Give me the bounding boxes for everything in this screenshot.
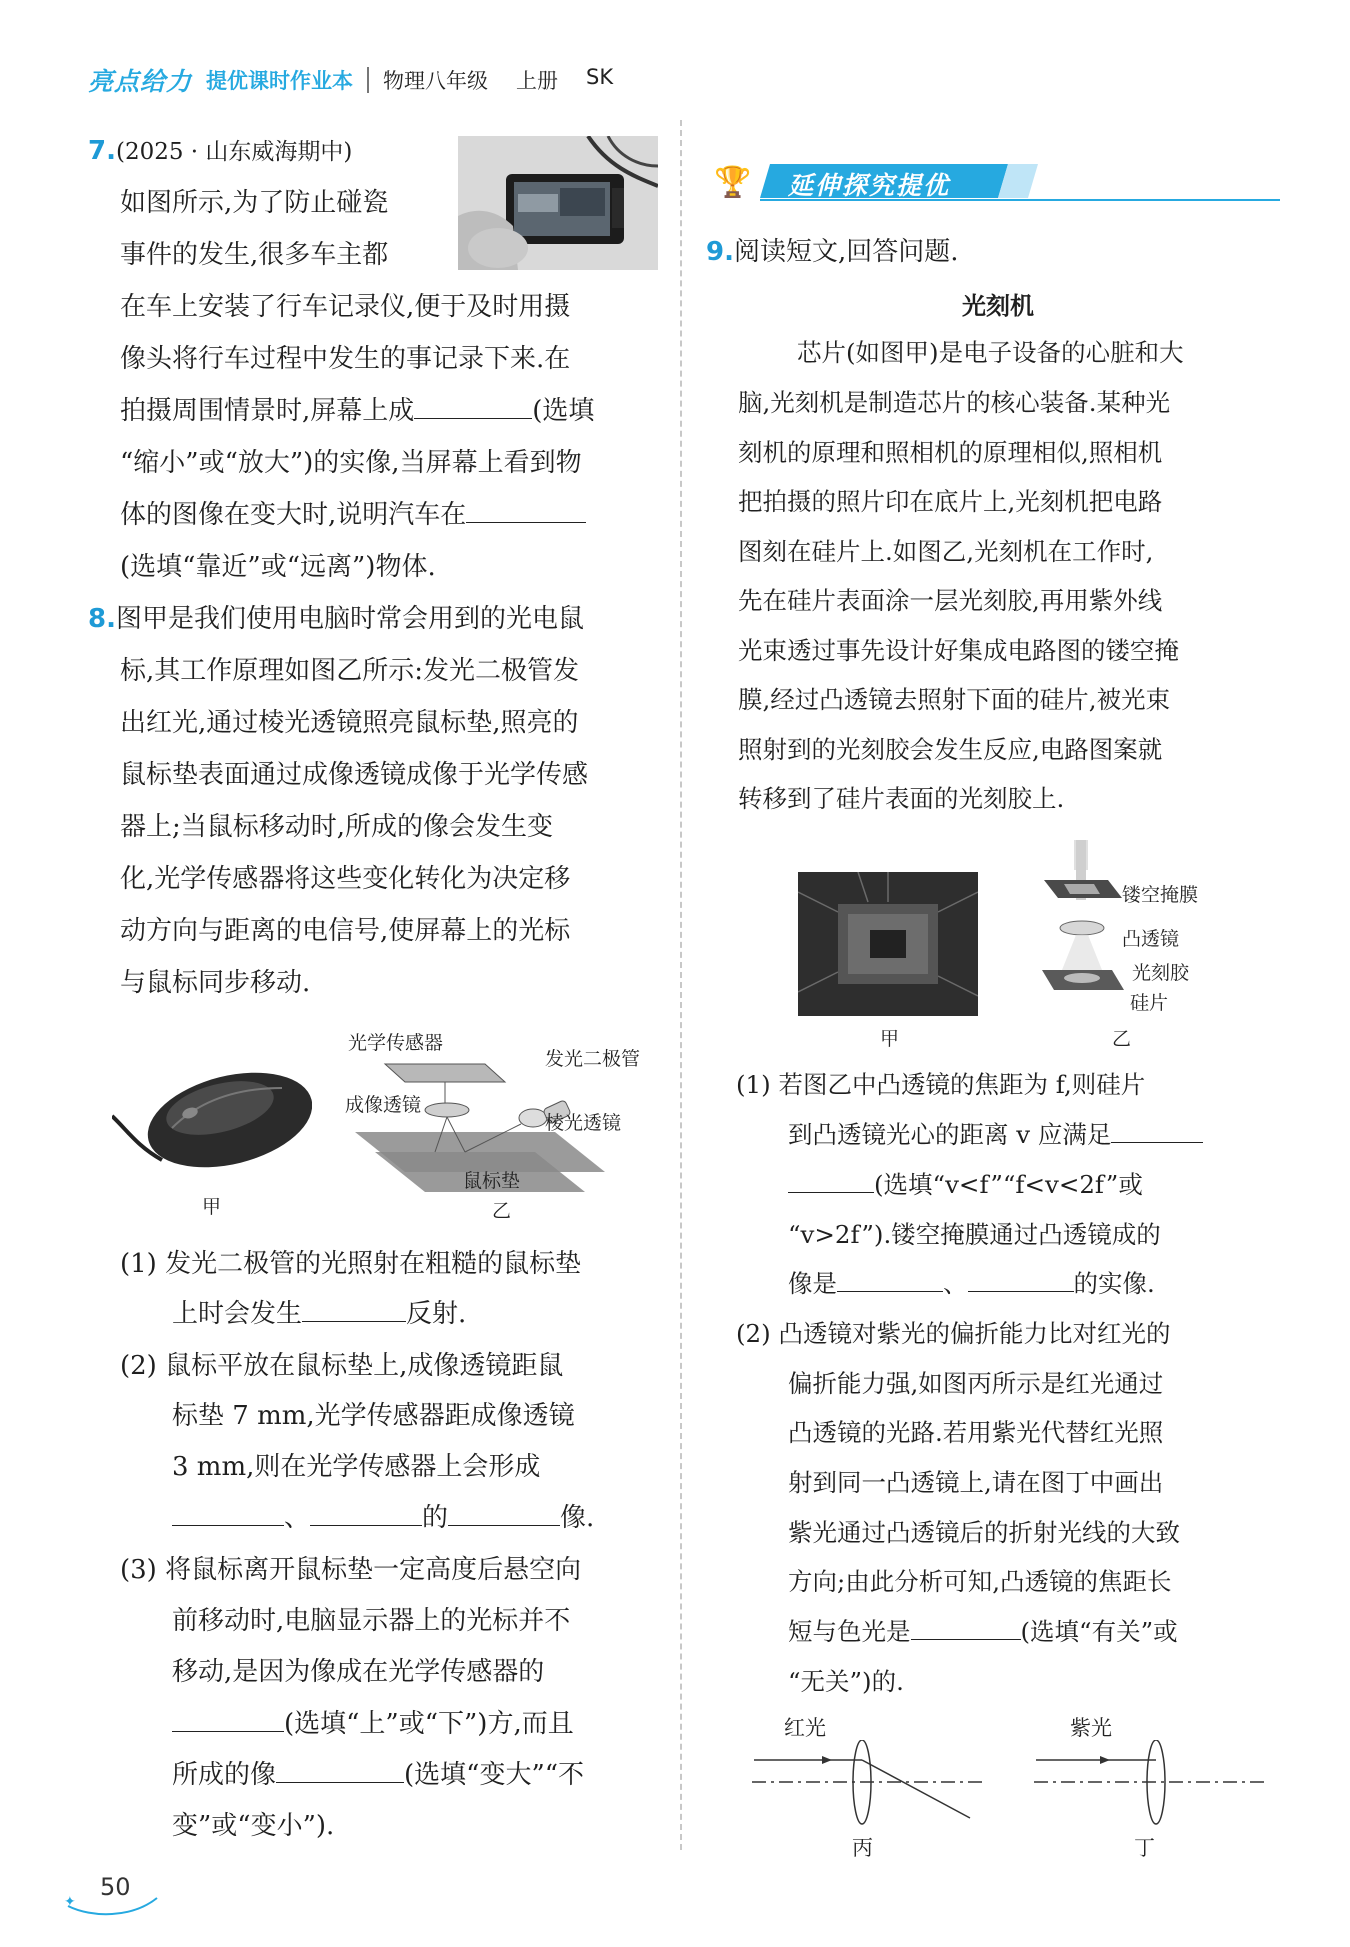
- q8-line8: 与鼠标同步移动.: [120, 968, 311, 998]
- header-separator: [367, 67, 369, 93]
- q8-sub2-d: [172, 1494, 594, 1544]
- q9-blank-image2[interactable]: [968, 1290, 1074, 1292]
- volume-label: 上册: [516, 69, 559, 93]
- q7-line6: “缩小”或“放大”)的实像,当屏幕上看到物: [120, 448, 582, 478]
- q9-passage-line8: 膜,经过凸透镜去照射下面的硅片,被光束: [738, 685, 1171, 714]
- q8-sub3-e: [172, 1751, 584, 1801]
- q9-passage-line9: 照射到的光刻胶会发生反应,电路图案就: [738, 735, 1163, 764]
- fig9-label-mask: 镂空掩膜: [1122, 884, 1199, 906]
- q8-blank-position[interactable]: [172, 1730, 284, 1732]
- svg-text:🏆: 🏆: [714, 165, 752, 200]
- fig-d-label-violet: 紫光: [1070, 1716, 1112, 1740]
- q9-sub1-d: “v>2f”).镂空掩膜通过凸透镜成的: [788, 1220, 1161, 1249]
- q9-sub2-line6: [788, 1607, 1178, 1657]
- q9-passage-line3: 刻机的原理和照相机的原理相似,照相机: [738, 438, 1163, 467]
- q8-line1: [88, 594, 584, 646]
- q9-passage-line7: 光束透过事先设计好集成电路图的镂空掩: [738, 636, 1179, 665]
- lithography-diagram: [1036, 840, 1126, 1010]
- q8-sub2-end: 像.: [560, 1503, 595, 1533]
- q9-sub2-line2: 凸透镜的光路.若用紫光代替红光照: [788, 1418, 1164, 1447]
- q9-passage-line10: 转移到了硅片表面的光刻胶上.: [738, 784, 1065, 813]
- q7-line5-text: 拍摄周围情景时,屏幕上成: [120, 396, 415, 426]
- q8-sub2-sep: 、: [284, 1503, 311, 1533]
- q9-blank-distance-b[interactable]: [788, 1191, 874, 1193]
- q9-sub1-b: [788, 1110, 1203, 1160]
- q8-blank-image3[interactable]: [448, 1524, 560, 1526]
- q9-sub2-a: (2) 凸透镜对紫光的偏折能力比对红光的: [736, 1319, 1171, 1348]
- svg-text:✦: ✦: [64, 1894, 76, 1910]
- q8-sub1-b-text: 上时会发生: [172, 1299, 303, 1329]
- fig9-label-wafer: 硅片: [1130, 992, 1169, 1014]
- dashcam-photo: [458, 136, 658, 270]
- edition-label: SK: [586, 65, 614, 89]
- q9-blank-relation[interactable]: [911, 1638, 1021, 1640]
- fig9-cap-a: 甲: [880, 1028, 900, 1050]
- q7-line5: [120, 386, 594, 438]
- fig8-label-led: 发光二极管: [545, 1048, 641, 1070]
- q8-sub1-a: (1) 发光二极管的光照射在粗糙的鼠标垫: [120, 1249, 582, 1279]
- q8-sub3-b: 前移动时,电脑显示器上的光标并不: [172, 1606, 571, 1636]
- fig9-label-resist: 光刻胶: [1132, 962, 1190, 984]
- q9-intro-text: 阅读短文,回答问题.: [733, 237, 959, 267]
- q9-sub1-e-end: 的实像.: [1073, 1269, 1155, 1298]
- fig8-label-pad: 鼠标垫: [463, 1170, 521, 1192]
- fig8-cap-b: 乙: [492, 1200, 512, 1222]
- section-banner: [708, 158, 1280, 206]
- q8-sub2-b: 标垫 7 mm,光学传感器距成像透镜: [172, 1401, 575, 1431]
- q9-blank-image1[interactable]: [837, 1290, 943, 1292]
- series-title: 提优课时作业本: [206, 69, 354, 93]
- q8-sub2-c: 3 mm,则在光学传感器上会形成: [172, 1452, 541, 1482]
- q8-sub3-a: (3) 将鼠标离开鼠标垫一定高度后悬空向: [120, 1555, 582, 1585]
- q8-sub3-d: [172, 1700, 574, 1750]
- q7-line1: 如图所示,为了防止碰瓷: [120, 188, 389, 218]
- q7-blank2[interactable]: [466, 521, 586, 523]
- fig8-label-imaging-lens: 成像透镜: [345, 1094, 422, 1116]
- q8-sub2-a: (2) 鼠标平放在鼠标垫上,成像透镜距鼠: [120, 1351, 564, 1381]
- red-light-lens-diagram: [752, 1740, 982, 1840]
- mouse-photo: [112, 1058, 312, 1176]
- q9-passage-line5: 图刻在硅片上.如图乙,光刻机在工作时,: [738, 537, 1154, 566]
- q9-passage-line1: 芯片(如图甲)是电子设备的心脏和大: [797, 338, 1184, 367]
- chip-photo: [798, 872, 978, 1016]
- subject-label: 物理八年级: [383, 69, 489, 93]
- brand-logo: 亮点给力: [88, 67, 193, 96]
- q8-sub3-f: 变”或“变小”).: [172, 1811, 335, 1841]
- q8-line2: 标,其工作原理如图乙所示:发光二极管发: [120, 656, 580, 686]
- q9-sub2-line4: 紫光通过凸透镜后的折射光线的大致: [788, 1518, 1180, 1547]
- q9-sub1-c: [788, 1160, 1143, 1210]
- header-meta: [383, 65, 613, 95]
- fig8-cap-a: 甲: [202, 1196, 222, 1218]
- fig8-label-prism-lens: 棱光透镜: [545, 1112, 622, 1134]
- section-title: 延伸探究提优: [788, 171, 951, 200]
- q7-line7-text: 体的图像在变大时,说明汽车在: [120, 500, 467, 530]
- q9-sub1-a: (1) 若图乙中凸透镜的焦距为 f,则硅片: [736, 1070, 1146, 1099]
- page-number: 50: [100, 1873, 131, 1901]
- column-divider: [680, 120, 682, 1850]
- q8-blank-size[interactable]: [276, 1781, 404, 1783]
- q7-line2: 事件的发生,很多车主都: [120, 240, 389, 270]
- q9-sub2-g-end: (选填“有关”或: [1020, 1617, 1178, 1646]
- q8-sub1-b-end: 反射.: [406, 1299, 467, 1329]
- q8-line7: 动方向与距离的电信号,使屏幕上的光标: [120, 916, 571, 946]
- page-header: [88, 60, 613, 100]
- q7-line3: 在车上安装了行车记录仪,便于及时用摄: [120, 292, 571, 322]
- q9-sub2-g-text: 短与色光是: [788, 1617, 911, 1646]
- violet-light-lens-diagram[interactable]: [1034, 1740, 1264, 1840]
- q8-sub3-e-end: (选填“变大”“不: [404, 1760, 585, 1790]
- fig9-cap-b: 乙: [1112, 1028, 1132, 1050]
- q9-sub1-c-text: (选填“v<f”“f<v<2f”或: [874, 1170, 1143, 1199]
- q9-sub2-line1: 偏折能力强,如图丙所示是红光通过: [788, 1369, 1164, 1398]
- q8-blank-reflection[interactable]: [302, 1320, 406, 1322]
- q8-sub2-de: 的: [422, 1503, 449, 1533]
- fig9-label-lens: 凸透镜: [1122, 928, 1180, 950]
- q9-number: 9.: [706, 237, 734, 267]
- q9-sub1-e: [788, 1259, 1155, 1309]
- q9-passage-line2: 脑,光刻机是制造芯片的核心装备.某种光: [738, 388, 1171, 417]
- q8-blank-image1[interactable]: [172, 1524, 284, 1526]
- q9-sub2-line7: “无关”)的.: [788, 1667, 904, 1696]
- q8-sub3-e-text: 所成的像: [172, 1760, 277, 1790]
- q7-line8: (选填“靠近”或“远离”)物体.: [120, 552, 436, 582]
- fig-d-cap: 丁: [1134, 1836, 1155, 1860]
- fig-c-label-red: 红光: [784, 1716, 826, 1740]
- q7-source: (2025 · 山东威海期中): [115, 139, 353, 165]
- q9-sub2-line3: 射到同一凸透镜上,请在图丁中画出: [788, 1468, 1164, 1497]
- q9-passage-line4: 把拍摄的照片印在底片上,光刻机把电路: [738, 487, 1163, 516]
- q9-passage-title: 光刻机: [962, 292, 1034, 320]
- q8-line1-text: 图甲是我们使用电脑时常会用到的光电鼠: [115, 604, 584, 634]
- q9-sub1-e-sep: 、: [943, 1269, 968, 1298]
- q9-passage-line6: 先在硅片表面涂一层光刻胶,再用紫外线: [738, 586, 1163, 615]
- q9-sub2-line5: 方向;由此分析可知,凸透镜的焦距长: [788, 1567, 1172, 1596]
- q9-blank-distance-a[interactable]: [1111, 1141, 1203, 1143]
- q8-number: 8.: [88, 604, 116, 634]
- q7-header: [88, 126, 352, 179]
- q8-sub3-c: 移动,是因为像成在光学传感器的: [172, 1657, 545, 1687]
- q7-line5-end: (选填: [532, 396, 595, 426]
- q9-sub1-b-text: 到凸透镜光心的距离 v 应满足: [788, 1120, 1112, 1149]
- q7-line7: [120, 490, 586, 542]
- q8-blank-image2[interactable]: [310, 1524, 422, 1526]
- q8-line4: 鼠标垫表面通过成像透镜成像于光学传感: [120, 760, 589, 790]
- q9-sub1-e-text: 像是: [788, 1269, 837, 1298]
- q7-blank1[interactable]: [414, 417, 532, 419]
- q8-line3: 出红光,通过棱光透镜照亮鼠标垫,照亮的: [120, 708, 579, 738]
- q8-sub1-b: [172, 1290, 466, 1340]
- q7-line4: 像头将行车过程中发生的事记录下来.在: [120, 344, 571, 374]
- q8-line5: 器上;当鼠标移动时,所成的像会发生变: [120, 812, 554, 842]
- fig-c-cap: 丙: [852, 1836, 873, 1860]
- q8-line6: 化,光学传感器将这些变化转化为决定移: [120, 864, 571, 894]
- q7-number: 7.: [88, 136, 116, 166]
- fig8-label-sensor: 光学传感器: [348, 1032, 444, 1054]
- q8-sub3-d-text: (选填“上”或“下”)方,而且: [284, 1709, 574, 1739]
- q9-intro: [706, 228, 959, 278]
